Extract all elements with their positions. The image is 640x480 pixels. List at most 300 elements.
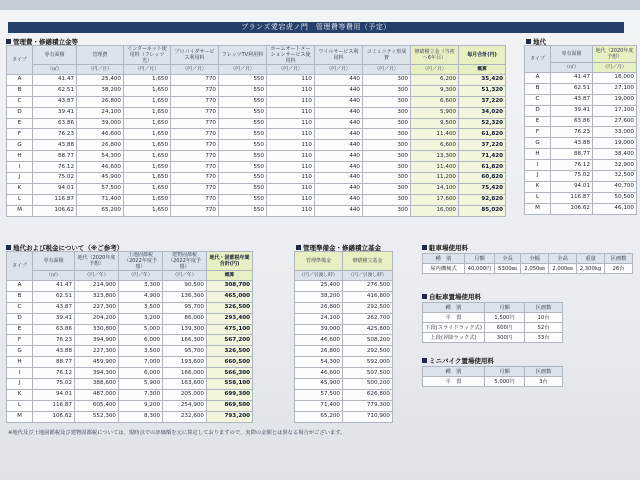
table-row	[295, 411, 393, 422]
table-cell: 17,600	[411, 194, 459, 205]
table-cell: 32,900	[593, 160, 637, 171]
type-cell: M	[7, 205, 33, 216]
column-header: 管理費	[77, 46, 124, 65]
land-rent-table	[524, 45, 637, 215]
table-cell: 17,100	[593, 105, 637, 116]
column-header: 区画数	[605, 254, 633, 264]
table-cell: 8,300	[119, 411, 163, 422]
table-cell: 10台	[525, 313, 563, 323]
table-cell: 139,300	[163, 324, 207, 335]
table-cell: 46,600	[77, 129, 124, 140]
table-cell: 32,500	[593, 171, 637, 182]
column-header: 修繕積立金（当初～6年目）	[411, 46, 459, 65]
table-row	[7, 346, 253, 357]
table-cell: 24,100	[77, 107, 124, 118]
table-cell: 770	[171, 129, 219, 140]
table-cell: 308,700	[207, 281, 253, 292]
type-cell: I	[7, 162, 33, 173]
section-title-text: 地代	[533, 38, 546, 46]
unit-label: （円／月）	[363, 65, 411, 75]
type-cell: F	[7, 335, 33, 346]
table-row	[423, 264, 633, 274]
table-cell: 106.62	[33, 411, 75, 422]
table-row	[7, 302, 253, 313]
table-cell: 19,000	[593, 94, 637, 105]
table-cell: 41.47	[33, 75, 77, 86]
column-header: 建物固都税（2022年度予想）	[163, 252, 207, 271]
section-marker-icon	[6, 39, 11, 44]
table-cell: 1,650	[124, 85, 171, 96]
table-row	[7, 291, 253, 302]
table-cell: 110	[267, 140, 315, 151]
unit-label: 概算	[207, 271, 253, 281]
column-header: 区画数	[525, 303, 563, 313]
type-cell: B	[7, 291, 33, 302]
minibike-table	[422, 366, 563, 387]
table-cell: 300	[363, 129, 411, 140]
table-cell: 平 置	[423, 313, 485, 323]
table-cell: 300	[363, 205, 411, 216]
table-row	[295, 313, 393, 324]
table-row	[295, 357, 393, 368]
table-cell: 110	[267, 173, 315, 184]
type-header: タイプ	[7, 252, 33, 281]
table-cell: 440	[315, 118, 363, 129]
table-header-row	[423, 254, 633, 264]
table-cell: 660,500	[207, 357, 253, 368]
table-cell: 33,000	[593, 127, 637, 138]
table-row	[7, 313, 253, 324]
unit-label: （円／年）	[163, 271, 207, 281]
table-cell: 43.88	[551, 138, 593, 149]
table-cell: 11,400	[411, 162, 459, 173]
table-cell: 116.87	[33, 194, 77, 205]
table-cell: 110	[267, 118, 315, 129]
table-cell: 770	[171, 118, 219, 129]
section-marker-icon	[422, 358, 427, 363]
type-cell: J	[7, 173, 33, 184]
type-cell: F	[525, 127, 551, 138]
table-cell: 110	[267, 129, 315, 140]
table-cell: 6,000	[119, 368, 163, 379]
type-cell: C	[7, 96, 33, 107]
table-cell: 76.12	[33, 162, 77, 173]
table-cell: 110	[267, 183, 315, 194]
table-cell: 43.88	[33, 346, 75, 357]
table-cell: 699,300	[207, 389, 253, 400]
unit-label: （円／月）	[77, 65, 124, 75]
type-cell: K	[7, 389, 33, 400]
unit-label: （円／月）	[315, 65, 363, 75]
table-cell: 106.62	[551, 203, 593, 214]
table-cell: 262,700	[343, 313, 393, 324]
table-cell: 51,320	[459, 85, 506, 96]
table-cell: 136,300	[163, 291, 207, 302]
type-cell: H	[525, 149, 551, 160]
footnote: ※地代及び土地固都税及び建物固都税については、現時点での評価額を元に算定しておりますので、実際の金額とは異なる場合がございます。	[8, 430, 346, 436]
section-marker-icon	[6, 245, 11, 250]
table-cell: 5,900	[411, 107, 459, 118]
table-row	[525, 94, 637, 105]
table-cell: 276,500	[343, 281, 393, 292]
table-cell: 770	[171, 140, 219, 151]
type-cell: B	[7, 85, 33, 96]
table-cell: 38,200	[77, 85, 124, 96]
table-cell: 5,000円	[485, 377, 525, 387]
section-marker-icon	[422, 245, 427, 250]
table-cell: 88.77	[33, 357, 75, 368]
table-cell: 26,800	[77, 96, 124, 107]
column-header-total: 毎月合計(円)	[459, 46, 506, 65]
table-cell: 300	[363, 96, 411, 107]
column-header: インターネット使用料（フレッツ光）	[124, 46, 171, 65]
table-cell: 507,500	[343, 368, 393, 379]
table-cell: 25,400	[77, 75, 124, 86]
column-header: 専有面積	[33, 252, 75, 271]
table-cell: 300	[363, 183, 411, 194]
table-cell: 605,400	[75, 400, 119, 411]
table-row	[7, 107, 506, 118]
table-row	[7, 129, 506, 140]
table-cell: 9,500	[411, 118, 459, 129]
table-cell: 38,400	[593, 149, 637, 160]
table-cell: 26,800	[295, 302, 343, 313]
type-header: タイプ	[525, 46, 551, 73]
table-cell: 71,400	[77, 194, 124, 205]
table-header-row	[295, 252, 393, 271]
table-row	[525, 181, 637, 192]
table-cell: 16,000	[411, 205, 459, 216]
table-cell: 71,420	[459, 151, 506, 162]
table-row	[7, 173, 506, 184]
table-cell: 75.02	[33, 379, 75, 390]
table-row	[423, 377, 563, 387]
table-cell: 6,600	[411, 140, 459, 151]
table-row	[525, 116, 637, 127]
table-row	[525, 203, 637, 214]
section-title-text: 地代および税金について（※ご参考）	[13, 244, 124, 252]
table-cell: 1,650	[124, 129, 171, 140]
unit-label: （㎡）	[551, 63, 593, 73]
table-cell: 45,900	[295, 379, 343, 390]
table-cell: 60,820	[459, 173, 506, 184]
table-cell: 300	[363, 162, 411, 173]
unit-label: （円／年）	[75, 271, 119, 281]
table-cell: 300	[363, 151, 411, 162]
type-cell: E	[7, 324, 33, 335]
column-header: 土地固都税（2022年度予想）	[119, 252, 163, 271]
type-cell: A	[7, 281, 33, 292]
table-header-row	[7, 252, 253, 271]
table-cell: 4,900	[119, 291, 163, 302]
table-cell: 63.86	[33, 118, 77, 129]
table-row	[525, 149, 637, 160]
table-cell: 94.01	[551, 181, 593, 192]
table-cell: 626,800	[343, 389, 393, 400]
table-cell: 205,000	[163, 389, 207, 400]
table-cell: 39.41	[33, 313, 75, 324]
table-cell: 6,200	[411, 75, 459, 86]
table-cell: 459,900	[75, 357, 119, 368]
table-cell: 92,820	[459, 194, 506, 205]
table-cell: 567,200	[207, 335, 253, 346]
table-cell: 39,000	[77, 118, 124, 129]
table-cell: 5,900	[119, 379, 163, 390]
table-cell: 1,650	[124, 162, 171, 173]
type-cell: K	[7, 183, 33, 194]
table-cell: 1,650	[124, 173, 171, 184]
table-row	[7, 357, 253, 368]
table-row	[7, 400, 253, 411]
table-cell: 13,300	[411, 151, 459, 162]
table-cell: 323,800	[75, 291, 119, 302]
table-cell: 293,400	[207, 313, 253, 324]
table-cell: 3,500	[119, 346, 163, 357]
column-header: 月額	[485, 303, 525, 313]
table-cell: 770	[171, 151, 219, 162]
table-cell: 300	[363, 194, 411, 205]
section-title-text: ミニバイク置場使用料	[429, 357, 494, 365]
type-cell: F	[7, 129, 33, 140]
table-cell: 600円	[485, 323, 525, 333]
table-cell: 46,600	[295, 368, 343, 379]
table-cell: 770	[171, 205, 219, 216]
table-cell: 550	[219, 173, 267, 184]
column-header: フレッツTV利用料	[219, 46, 267, 65]
table-cell: 76.23	[33, 335, 75, 346]
table-cell: 1,650	[124, 183, 171, 194]
table-cell: 440	[315, 173, 363, 184]
table-cell: 46,600	[295, 335, 343, 346]
section-title-text: 自転車置場使用料	[429, 293, 481, 301]
table-cell: 1,650	[124, 75, 171, 86]
table-cell: 39,000	[295, 324, 343, 335]
table-cell: 500,200	[343, 379, 393, 390]
type-cell: D	[525, 105, 551, 116]
table-row	[525, 160, 637, 171]
section-title-text: 管理費・修繕積立金等	[13, 38, 78, 46]
unit-label: （円／年）	[119, 271, 163, 281]
table-cell: 550	[219, 140, 267, 151]
table-cell: 90,500	[163, 281, 207, 292]
table-cell: 110	[267, 205, 315, 216]
table-cell: 86,000	[163, 313, 207, 324]
table-cell: 550	[219, 129, 267, 140]
table-row	[295, 335, 393, 346]
table-cell: 193,600	[163, 357, 207, 368]
table-cell: 27,100	[593, 83, 637, 94]
units-row	[295, 271, 393, 281]
table-cell: 116.87	[33, 400, 75, 411]
table-cell: 上段(昇降ラック式)	[423, 333, 485, 343]
table-cell: 19,000	[593, 138, 637, 149]
table-cell: 75.02	[33, 173, 77, 184]
table-cell: 39.41	[551, 105, 593, 116]
section-title-parking	[422, 243, 468, 252]
type-header: タイプ	[7, 46, 33, 75]
table-cell: 35,420	[459, 75, 506, 86]
table-cell: 94.01	[33, 183, 77, 194]
unit-label: （円／月）	[593, 63, 637, 73]
table-cell: 88.77	[551, 149, 593, 160]
table-cell: 227,300	[75, 346, 119, 357]
table-cell: 平 置	[423, 377, 485, 387]
table-cell: 440	[315, 107, 363, 118]
table-cell: 43.87	[33, 96, 77, 107]
table-cell: 41.47	[33, 281, 75, 292]
table-cell: 550	[219, 75, 267, 86]
table-cell: 1,650	[124, 118, 171, 129]
table-cell: 9,300	[411, 85, 459, 96]
column-header: コミュニティ形成費	[363, 46, 411, 65]
table-row	[295, 302, 393, 313]
table-row	[525, 127, 637, 138]
table-cell: 85,020	[459, 205, 506, 216]
column-header: プロバイダサービス利用料	[171, 46, 219, 65]
unit-label: 概算	[459, 65, 506, 75]
table-cell: 52台	[525, 323, 563, 333]
table-cell: 710,900	[343, 411, 393, 422]
table-cell: 770	[171, 173, 219, 184]
table-cell: 57,500	[295, 389, 343, 400]
table-row	[295, 281, 393, 292]
table-cell: 550	[219, 107, 267, 118]
table-row	[525, 171, 637, 182]
table-cell: 330,800	[75, 324, 119, 335]
unit-label: （円／引渡し時）	[295, 271, 343, 281]
top-band	[0, 0, 640, 10]
table-row	[7, 379, 253, 390]
table-row	[525, 138, 637, 149]
table-cell: 62.51	[33, 291, 75, 302]
table-cell: 300	[363, 118, 411, 129]
table-cell: 2,000㎜	[549, 264, 577, 274]
table-cell: 2,050㎜	[521, 264, 549, 274]
table-cell: 550	[219, 151, 267, 162]
table-cell: 88.77	[33, 151, 77, 162]
table-cell: 465,000	[207, 291, 253, 302]
table-cell: 34,020	[459, 107, 506, 118]
table-cell: 770	[171, 162, 219, 173]
column-header: 専有面積	[551, 46, 593, 63]
unit-label: （㎡）	[33, 271, 75, 281]
column-header: 月額	[485, 367, 525, 377]
table-cell: 75,420	[459, 183, 506, 194]
table-cell: 43.87	[33, 302, 75, 313]
table-cell: 394,300	[75, 368, 119, 379]
type-cell: H	[7, 151, 33, 162]
column-header: 重量	[577, 254, 605, 264]
table-cell: 37,220	[459, 96, 506, 107]
unit-label: （円／引渡し時）	[343, 271, 393, 281]
type-cell: A	[525, 73, 551, 84]
parking-table	[422, 253, 633, 274]
type-cell: G	[525, 138, 551, 149]
column-header: 全長	[495, 254, 521, 264]
column-header: 月額	[465, 254, 495, 264]
table-cell: 43.87	[551, 94, 593, 105]
table-cell: 1,650	[124, 151, 171, 162]
table-cell: 388,600	[75, 379, 119, 390]
table-cell: 61,820	[459, 129, 506, 140]
table-cell: 76.12	[551, 160, 593, 171]
column-header: 全幅	[521, 254, 549, 264]
table-cell: 27,600	[593, 116, 637, 127]
table-row	[7, 324, 253, 335]
table-cell: 770	[171, 107, 219, 118]
table-cell: 11,200	[411, 173, 459, 184]
table-cell: 2,300kg	[577, 264, 605, 274]
table-cell: 440	[315, 96, 363, 107]
table-cell: 7,000	[119, 357, 163, 368]
table-cell: 166,300	[163, 335, 207, 346]
table-cell: 6,600	[411, 96, 459, 107]
table-cell: 550	[219, 183, 267, 194]
table-cell: 76.12	[33, 368, 75, 379]
section-title-minibike	[422, 356, 494, 365]
table-cell: 300	[363, 75, 411, 86]
table-row	[423, 333, 563, 343]
type-cell: M	[7, 411, 33, 422]
type-cell: E	[525, 116, 551, 127]
table-cell: 45,900	[77, 173, 124, 184]
table-cell: 54,300	[295, 357, 343, 368]
table-cell: 50,500	[593, 192, 637, 203]
table-cell: 6,000	[119, 335, 163, 346]
table-cell: 61,820	[459, 162, 506, 173]
unit-label: （円／月）	[124, 65, 171, 75]
table-cell: 566,300	[207, 368, 253, 379]
type-cell: D	[7, 313, 33, 324]
section-marker-icon	[422, 294, 427, 299]
table-cell: 5,000	[119, 324, 163, 335]
table-cell: 326,500	[207, 346, 253, 357]
table-cell: 54,300	[77, 151, 124, 162]
table-cell: 163,600	[163, 379, 207, 390]
table-cell: 75.02	[551, 171, 593, 182]
table-cell: 416,800	[343, 291, 393, 302]
table-cell: 292,500	[343, 346, 393, 357]
section-title-text: 管理準備金・修繕積立基金	[303, 244, 381, 252]
table-cell: 254,900	[163, 400, 207, 411]
type-cell: J	[7, 379, 33, 390]
table-row	[295, 379, 393, 390]
table-cell: 95,700	[163, 346, 207, 357]
management-fee-table	[6, 45, 506, 217]
unit-label: （円／月）	[267, 65, 315, 75]
table-cell: 592,000	[343, 357, 393, 368]
table-cell: 26台	[605, 264, 633, 274]
table-cell: 63.86	[33, 324, 75, 335]
table-cell: 5300㎜	[495, 264, 521, 274]
table-cell: 46,600	[77, 162, 124, 173]
table-cell: 779,300	[343, 400, 393, 411]
table-cell: 300	[363, 173, 411, 184]
column-header: 種 別	[423, 303, 485, 313]
table-cell: 40,700	[593, 181, 637, 192]
bicycle-table	[422, 302, 563, 343]
table-cell: 550	[219, 205, 267, 216]
table-row	[7, 205, 506, 216]
table-row	[525, 105, 637, 116]
type-cell: L	[7, 194, 33, 205]
table-cell: 487,000	[75, 389, 119, 400]
column-header: ホームオートメーションサービス使用料	[267, 46, 315, 65]
type-cell: K	[525, 181, 551, 192]
table-cell: 110	[267, 194, 315, 205]
type-cell: I	[7, 368, 33, 379]
type-cell: M	[525, 203, 551, 214]
